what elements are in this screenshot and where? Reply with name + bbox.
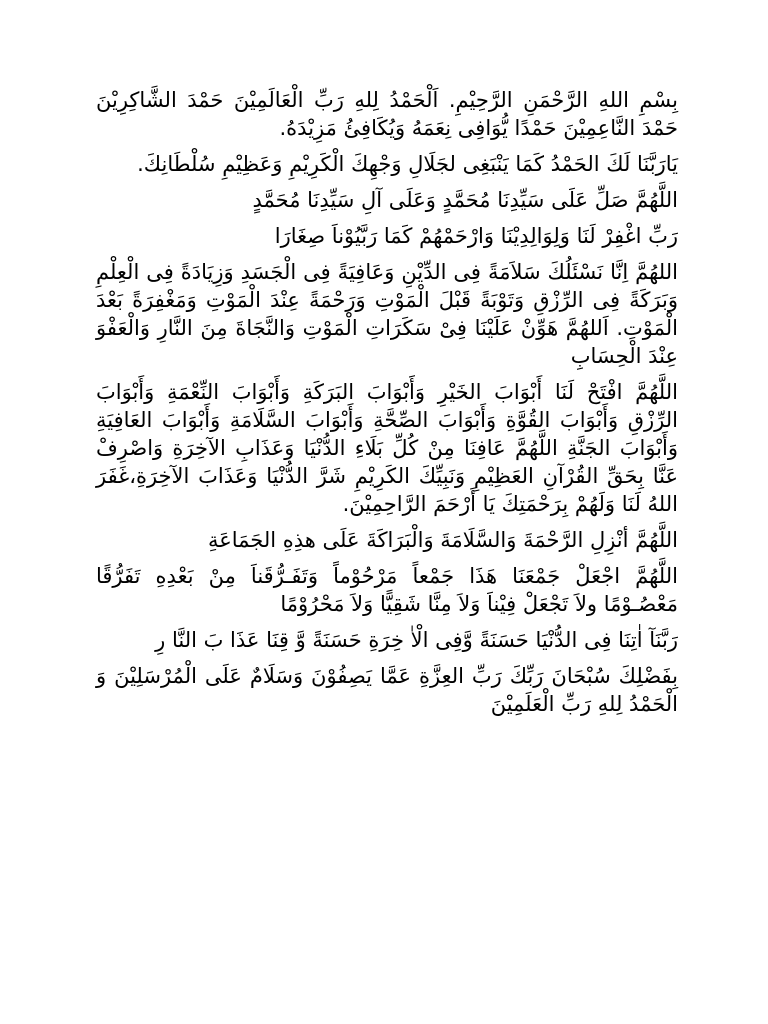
- document-page: [96, 86, 678, 726]
- paragraph-parents-prayer: رَبِّ اغْفِرْ لَنَا وَلِوَالِدِيْنَا وَارْحَمْهُمْ كَمَا رَبَّيُوْناَ صِغَارَا: [274, 224, 678, 248]
- paragraph-wellbeing-prayer: اللهُمَّ اِنَّا نَسْئَلُكَ سَلاَمَةً فِى الدِّيْنِ وَعَافِيَةً فِى الْجَسَدِ وَزِيَادَةً فِى الْعِلْمِ وَبَرَكَةً فِى الرِّزْقِ وَتَوْبَةً قَبْلَ الْمَوْتِ وَرَحْمَةً عِنْدَ الْمَوْتِ وَمَغْفِرَةً بَعْدَ الْمَوْتِ. اَللهُمَّ هَوِّنْ عَلَيْنَا فِىْ سَكَرَاتِ الْمَوْتِ وَالنَّجَاةَ مِنَ النَّارِ وَالْعَفْوَ عِنْدَ الْحِسَابِ: [96, 260, 678, 368]
- paragraph-mercy-prayer: اللَّهُمَّ أنْزِلِ الرَّحْمَةَ وَالسَّلَامَةَ وَالْبَرَاكَةَ عَلَى هذِهِ الجَمَاعَةِ: [207, 528, 678, 552]
- paragraph-closing: بِفَضْلِكَ سُبْحَانَ رَبِّكَ رَبِّ العِزَّةِ عَمَّا يَصِفُوْنَ وَسَلَامٌ عَلَى الْمُرْسَلِيْنَ وَ الْحَمْدُ لِلهِ رَبِّ الْعَلَمِيْنَ: [96, 664, 678, 716]
- paragraph-salawat: اللَّهُمَّ صَلِّ عَلَى سَيِّدِنَا مُحَمَّدٍ وَعَلَى آلِ سَيِّدِنَا مُحَمَّدٍ: [252, 188, 678, 212]
- paragraph-praise: يَارَبَّنَا لَكَ الحَمْدُ كَمَا يَنْبَغِى لجَلَالِ وَجْهِكَ الْكَرِيْمِ وَعَظِيْمِ سُلْطَانِكَ.: [137, 152, 678, 176]
- paragraph-rabbana-atina: رَبَّنَآ اٰتِنَا فِى الدُّنْيَا حَسَنَةً وَّفِى الْاٰ خِرَةِ حَسَنَةً وَّ قِنَا عَذَا بَ النَّا رِ: [155, 628, 678, 652]
- paragraph-doors-prayer: اللَّهُمَّ افْتَحْ لَنَا أَبْوَابَ الخَيْرِ وَأَبْوَابَ البَرَكَةِ وَأَبْوَابَ النِّعْمَةِ وَأَبْوَابَ الرِّزْقِ وَأَبْوَابَ القُوَّةِ وَأَبْوَابَ الصِّحَّةِ وَأَبْوَابَ السَّلَامَةِ وَأَبْوَابَ العَافِيَةِ وَأَبْوَابَ الجَنَّةِ اللَّهُمَّ عَافِنَا مِنْ كُلِّ بَلَاءِ الدُّنْيَا وَعَذَابِ الآخِرَةِ وَاصْرِفْ عَنَّا بِحَقِّ القُرْآنِ العَظِيْمِ وَنَبِيِّكَ الكَرِيْمِ شَرَّ الدُّنْيَا وَعَذَابَ الآخِرَةِ،غَفَرَ اللهُ لَنَا وَلَهُمْ بِرَحْمَتِكَ يَا أَرْحَمَ الرَّاحِمِيْنَ.: [96, 380, 678, 516]
- paragraph-basmala-hamd: بِسْمِ اللهِ الرَّحْمَنِ الرَّحِيْمِ. اَلْحَمْدُ لِلهِ رَبِّ الْعَالَمِيْنَ حَمْدَ الشَّاكِرِيْنَ حَمْدَ النَّاعِمِيْنَ حَمْدًا يُّوَافِى نِعَمَهُ وَيُكَافِئُ مَزِيْدَهُ.: [96, 88, 678, 140]
- paragraph-gathering-prayer: اللَّهُمَّ اجْعَلْ جَمْعَنَا هَذَا جَمْعاً مَرْحُوْماً وَتَفَـرُّقَناَ مِنْ بَعْدِهِ تَفَرُّقًا مَعْصُـوْمًا ولاَ تَجْعَلْ فِيْناَ وَلاَ مِنَّا شَقِيًّا وَلاَ مَحْرُوْمًا: [96, 564, 678, 616]
